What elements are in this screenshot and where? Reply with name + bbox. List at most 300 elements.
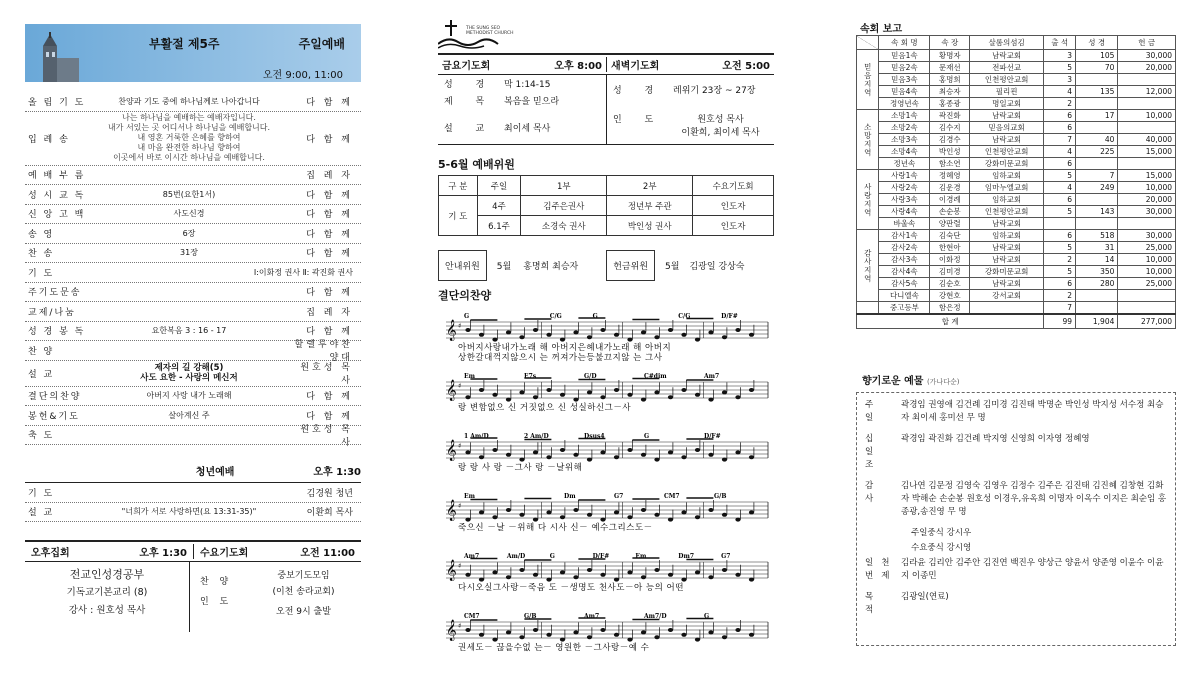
lyrics-line: 상한갈대꺽지않으시 는 꺼져가는등불끄지않 는 그사 xyxy=(458,353,663,363)
report-cell: 강현호 xyxy=(930,290,970,302)
afternoon-line: 기독교기본교리 (8) xyxy=(66,587,148,598)
sunday-service: 주일예배 xyxy=(298,37,345,51)
report-cell: 믿음3속 xyxy=(879,74,930,86)
youth-header xyxy=(25,463,361,478)
report-cell: 황명자 xyxy=(930,50,970,62)
order-row xyxy=(25,205,361,225)
report-column xyxy=(856,0,1176,681)
report-head-corner xyxy=(857,36,879,50)
chord-label: CM7 xyxy=(464,613,480,620)
report-cell: 바울속 xyxy=(879,218,930,230)
offering-category: 목 적 xyxy=(865,592,882,615)
order-content: 요한복음 3 : 16 - 17 xyxy=(151,326,227,336)
dawn-lead-label: 인 도 xyxy=(613,115,664,125)
offering-row xyxy=(861,399,1171,425)
sheet-music xyxy=(438,300,774,660)
note-head xyxy=(627,393,632,397)
order-content: 31장 xyxy=(180,248,198,258)
note-head xyxy=(722,513,727,517)
note-head xyxy=(465,450,470,454)
offering-list xyxy=(856,392,1176,646)
offering-names: 곽경임 권영애 김건례 김미경 김진태 박명순 박인성 박지성 서수정 최승자 최이세 홍미선 무 명 xyxy=(901,400,1164,423)
report-cell: 40 xyxy=(1076,134,1118,146)
report-cell: 15,000 xyxy=(1118,170,1176,182)
report-cell: 17 xyxy=(1076,110,1118,122)
order-label: 봉헌&기도 xyxy=(28,411,80,422)
note-head xyxy=(708,630,713,634)
note-head xyxy=(614,455,619,459)
report-cell: 강서교회 xyxy=(970,290,1044,302)
order-row xyxy=(25,361,361,387)
chord-label: D/F# xyxy=(704,433,721,440)
dawn-lead2: 이환희, 최이세 목사 xyxy=(681,128,760,138)
report-cell: 이경례 xyxy=(930,194,970,206)
order-label: 기 도 xyxy=(28,268,55,279)
offering-category: 일천번제 xyxy=(865,558,898,581)
order-label: 결단의찬양 xyxy=(28,392,82,403)
committee-head: 구 분 xyxy=(439,176,478,196)
note-head xyxy=(722,390,727,394)
report-cell: 임하교회 xyxy=(970,170,1044,182)
dawn-title: 새벽기도회 xyxy=(611,61,660,72)
report-cell: 감사3속 xyxy=(879,254,930,266)
committee-cell: 6.1주 xyxy=(477,216,521,236)
order-label: 신 앙 고 백 xyxy=(28,210,86,221)
afternoon-details xyxy=(25,562,189,632)
note-head xyxy=(506,453,511,457)
report-cell: 105 xyxy=(1076,50,1118,62)
order-leader: 다 함 께 xyxy=(306,134,353,145)
note-head xyxy=(573,575,578,579)
note-head xyxy=(600,518,605,522)
youth-order xyxy=(25,482,361,522)
note-head xyxy=(560,338,565,342)
order-content xyxy=(87,113,291,163)
order-row xyxy=(25,263,361,283)
order-label: 입 례 송 xyxy=(28,134,70,145)
report-cell: 강화미문교회 xyxy=(970,158,1044,170)
dawn-scripture: 레위기 23장 ~ 27장 xyxy=(673,86,756,96)
note-head xyxy=(587,568,592,572)
report-head: 속 장 xyxy=(930,36,970,50)
report-cell: 곽진화 xyxy=(930,110,970,122)
afternoon-time: 오후 1:30 xyxy=(139,548,187,559)
note-head xyxy=(533,573,538,577)
report-cell: 4 xyxy=(1044,146,1076,158)
wed-time: 오전 11:00 xyxy=(300,548,355,559)
note-head xyxy=(654,458,659,462)
order-leader: 원호성 목사 xyxy=(300,363,353,386)
treble-clef: 𝄞 xyxy=(446,560,457,581)
report-cell: 5 xyxy=(1044,206,1076,218)
report-cell: 30,000 xyxy=(1118,230,1176,242)
report-cell: 중고등부 xyxy=(879,302,930,315)
afternoon-wed-body xyxy=(25,562,361,632)
treble-clef: 𝄞 xyxy=(446,620,457,641)
offering-names: 김광일(연료) xyxy=(901,592,949,602)
order-label: 찬 양 xyxy=(28,346,55,357)
chord-label: C#dim xyxy=(644,373,667,380)
note-head xyxy=(573,398,578,402)
note-head xyxy=(600,328,605,332)
afternoon-line: 전교인성경공부 xyxy=(69,568,145,581)
wed-praise2: (이천 송라교회) xyxy=(272,587,335,597)
committee-head: 2부 xyxy=(607,176,693,196)
note-head xyxy=(533,628,538,632)
note-head xyxy=(560,448,565,452)
prayer-meetings xyxy=(438,53,774,145)
report-cell: 남락교회 xyxy=(970,218,1044,230)
note-head xyxy=(668,628,673,632)
report-cell xyxy=(1076,290,1118,302)
note-head xyxy=(587,390,592,394)
report-cell xyxy=(1076,194,1118,206)
report-cell: 25,000 xyxy=(1118,278,1176,290)
treble-clef: 𝄞 xyxy=(446,320,457,341)
report-cell: 손순봉 xyxy=(930,206,970,218)
chord-label: CM7 xyxy=(664,493,680,500)
report-cell: 임하교회 xyxy=(970,194,1044,206)
offering-category: 십 일 조 xyxy=(865,434,882,470)
report-cell: 30,000 xyxy=(1118,50,1176,62)
order-content: 아버지 사랑 내가 노래해 xyxy=(146,391,232,401)
note-head xyxy=(560,570,565,574)
wed-lead: 오전 9시 출발 xyxy=(276,607,331,617)
dawn-lead1: 원호성 목사 xyxy=(697,115,744,125)
order-label: 설 교 xyxy=(28,369,55,380)
note-head xyxy=(492,393,497,397)
lyrics-line: 랑 랑 사 랑 －그사 랑 －날위해 xyxy=(458,463,583,473)
report-cell xyxy=(1118,98,1176,110)
order-label: 성 경 봉 독 xyxy=(28,327,86,338)
note-head xyxy=(681,510,686,514)
chord-label: G/D xyxy=(584,373,597,380)
chord-label: G7 xyxy=(721,553,731,560)
report-cell: 믿음의교회 xyxy=(970,122,1044,134)
youth-time: 오후 1:30 xyxy=(313,467,361,478)
offering-row xyxy=(861,527,1171,540)
report-total-bible: 1,904 xyxy=(1076,314,1118,328)
note-head xyxy=(708,453,713,457)
note-head xyxy=(465,573,470,577)
note-head xyxy=(735,573,740,577)
report-cell: 함은정 xyxy=(930,302,970,315)
song-title: 결단의찬양 xyxy=(438,289,492,302)
note-head xyxy=(627,570,632,574)
order-leader: 할렐루야찬양대 xyxy=(294,340,353,364)
offering-names: 김광일 강상숙 xyxy=(689,261,745,272)
note-head xyxy=(573,630,578,634)
report-cell: 박인성 xyxy=(930,146,970,158)
report-cell xyxy=(1076,98,1118,110)
offering-names: 김라윤 김리안 김주안 김진연 백진우 양상근 양윤서 양준영 이윤수 이윤지 이종민 xyxy=(901,558,1164,581)
order-row xyxy=(25,302,361,322)
report-cell xyxy=(1118,74,1176,86)
note-head xyxy=(492,570,497,574)
order-row xyxy=(25,387,361,407)
order-leader: 다 함 께 xyxy=(306,229,353,240)
order-label: 송 영 xyxy=(28,229,55,240)
friday-sermon: 최이세 목사 xyxy=(504,124,551,134)
note-head xyxy=(681,578,686,582)
report-cell: 31 xyxy=(1076,242,1118,254)
note-head xyxy=(614,333,619,337)
offering-row xyxy=(861,480,1171,519)
report-cell xyxy=(1118,302,1176,315)
report-cell: 인천평안교회 xyxy=(970,146,1044,158)
friday-scripture-label: 성 경 xyxy=(444,80,495,90)
note-head xyxy=(654,513,659,517)
note-head xyxy=(641,575,646,579)
note-head xyxy=(479,333,484,337)
order-row xyxy=(25,244,361,264)
note-head xyxy=(735,518,740,522)
committee-category: 기 도 xyxy=(439,196,478,236)
chord-label: Dm xyxy=(564,493,576,500)
note-head xyxy=(627,448,632,452)
report-cell: 믿음1속 xyxy=(879,50,930,62)
wed-details xyxy=(189,562,361,632)
note-head xyxy=(735,628,740,632)
friday-time: 오후 8:00 xyxy=(554,61,602,72)
report-cell: 5 xyxy=(1044,62,1076,74)
treble-clef: 𝄞 xyxy=(446,500,457,521)
report-head: 출 석 xyxy=(1044,36,1076,50)
report-cell: 5 xyxy=(1044,170,1076,182)
usher-label: 안내위원 xyxy=(438,250,487,281)
report-region: 소망지역 xyxy=(857,110,879,170)
wed-lead-label: 인 도 xyxy=(200,597,233,607)
order-leader: 다 함 께 xyxy=(306,392,353,403)
report-cell xyxy=(1118,158,1176,170)
note-head xyxy=(641,630,646,634)
chord-label: Em xyxy=(635,553,647,560)
report-cell: 남락교회 xyxy=(970,50,1044,62)
youth-row xyxy=(25,503,361,523)
note-head xyxy=(519,568,524,572)
note-head xyxy=(506,398,511,402)
order-content: 85번(요한1서) xyxy=(162,189,216,199)
report-region: 믿음지역 xyxy=(857,50,879,110)
offering-row xyxy=(861,557,1171,583)
youth-content: "너희가 서로 사랑하면(요 13:31-35)" xyxy=(121,507,257,517)
order-leader: Ⅰ:이화정 권사 Ⅱ: 곽진화 권사 xyxy=(253,267,353,277)
committee-title: 5-6월 예배위원 xyxy=(438,158,515,171)
report-total-att: 99 xyxy=(1044,314,1076,328)
lyrics-line: 랑 변함없으 신 거짓없으 신 성실하신그－사 xyxy=(458,403,632,413)
church-building-icon xyxy=(33,32,81,82)
report-cell: 소망4속 xyxy=(879,146,930,158)
note-head xyxy=(600,628,605,632)
note-head xyxy=(546,633,551,637)
note-head xyxy=(465,518,470,522)
report-cell: 김경수 xyxy=(930,134,970,146)
sharp-sign: ♯ xyxy=(458,382,462,390)
report-cell: 6 xyxy=(1044,230,1076,242)
note-head xyxy=(654,335,659,339)
report-cell xyxy=(970,302,1044,315)
order-content-line: 이곳에서 바로 이시간 하나님을 예배합니다. xyxy=(113,153,265,162)
sharp-sign: ♯ xyxy=(458,442,462,450)
note-head xyxy=(627,338,632,342)
offering-category xyxy=(861,542,901,555)
report-cell xyxy=(1076,302,1118,315)
report-region: 사랑지역 xyxy=(857,170,879,230)
note-head xyxy=(533,450,538,454)
report-cell: 518 xyxy=(1076,230,1118,242)
note-head xyxy=(668,328,673,332)
report-cell: 정영년속 xyxy=(879,98,930,110)
order-label: 교제/나눔 xyxy=(28,307,76,318)
report-cell: 소망2속 xyxy=(879,122,930,134)
note-head xyxy=(735,395,740,399)
note-head xyxy=(479,388,484,392)
report-cell: 5 xyxy=(1044,242,1076,254)
usher-row xyxy=(438,250,744,280)
wed-praise-label: 찬 양 xyxy=(200,577,233,587)
order-content-line: 사도 요한 - 사랑의 메신저 xyxy=(140,373,238,383)
report-cell: 최승자 xyxy=(930,86,970,98)
committee-head: 주일 xyxy=(477,176,521,196)
note-head xyxy=(749,455,754,459)
report-cell: 문재선 xyxy=(930,62,970,74)
note-head xyxy=(587,458,592,462)
report-cell: 감사4속 xyxy=(879,266,930,278)
offering-row xyxy=(861,433,1171,472)
offering-names: 김나연 김문정 김영숙 김영우 김정수 김주은 김진태 김진혜 김창현 김화자 박해순 손순봉 원호성 이경우,유옥희 이명자 이옥수 이지은 최순임 홍종광,송진영 무 명 xyxy=(901,481,1167,517)
wed-title: 수요기도회 xyxy=(200,548,249,559)
chord-label: G xyxy=(644,433,650,440)
report-cell: 명일교회 xyxy=(970,98,1044,110)
note-head xyxy=(722,335,727,339)
offering-category xyxy=(861,527,901,540)
note-head xyxy=(533,518,538,522)
committee-cell: 4주 xyxy=(477,196,521,216)
chord-label: E7s xyxy=(524,373,537,380)
youth-row xyxy=(25,483,361,503)
offering-subtitle: (가나다순) xyxy=(926,378,960,386)
chord-label: G7 xyxy=(614,493,624,500)
order-row xyxy=(25,224,361,244)
chord-label: G/B xyxy=(524,613,537,620)
order-row xyxy=(25,166,361,186)
report-cell: 믿음2속 xyxy=(879,62,930,74)
chord-label: 1 Am/D xyxy=(464,433,489,440)
note-head xyxy=(614,633,619,637)
report-cell: 강화미문교회 xyxy=(970,266,1044,278)
report-head: 헌 금 xyxy=(1118,36,1176,50)
note-head xyxy=(722,568,727,572)
note-head xyxy=(641,330,646,334)
note-head xyxy=(479,455,484,459)
weekday-column xyxy=(438,0,774,681)
note-head xyxy=(600,450,605,454)
report-cell: 7 xyxy=(1044,134,1076,146)
order-leader: 다 함 께 xyxy=(306,249,353,260)
sunday-title: 부활절 제5주 xyxy=(149,37,220,51)
note-head xyxy=(695,570,700,574)
note-head xyxy=(519,458,524,462)
report-cell: 남락교회 xyxy=(970,242,1044,254)
report-cell: 사랑4속 xyxy=(879,206,930,218)
order-label: 성 시 교 독 xyxy=(28,190,86,201)
note-head xyxy=(600,573,605,577)
report-cell: 인천평안교회 xyxy=(970,206,1044,218)
chord-label: 2 Am/D xyxy=(524,433,549,440)
note-head xyxy=(695,638,700,642)
note-head xyxy=(519,390,524,394)
report-cell: 2 xyxy=(1044,254,1076,266)
note-head xyxy=(668,450,673,454)
report-cell xyxy=(1076,74,1118,86)
note-head xyxy=(681,633,686,637)
note-head xyxy=(506,508,511,512)
note-head xyxy=(533,328,538,332)
note-head xyxy=(681,388,686,392)
usher-month: 5월 xyxy=(496,261,512,272)
note-head xyxy=(681,455,686,459)
chord-label: C/G xyxy=(678,313,691,320)
note-head xyxy=(465,628,470,632)
note-head xyxy=(749,333,754,337)
note-head xyxy=(654,568,659,572)
order-content xyxy=(87,363,291,383)
note-head xyxy=(641,398,646,402)
report-cell xyxy=(1076,218,1118,230)
report-cell: 225 xyxy=(1076,146,1118,158)
report-cell: 홍종광 xyxy=(930,98,970,110)
note-head xyxy=(587,513,592,517)
note-head xyxy=(546,510,551,514)
note-head xyxy=(627,515,632,519)
report-cell: 4 xyxy=(1044,86,1076,98)
chord-label: Am7 xyxy=(584,613,600,620)
report-cell: 6 xyxy=(1044,194,1076,206)
report-cell: 350 xyxy=(1076,266,1118,278)
worship-order xyxy=(25,92,361,448)
note-head xyxy=(492,448,497,452)
chord-label: D/F# xyxy=(721,313,738,320)
chord-label: C/G xyxy=(549,313,562,320)
committee-cell: 인도자 xyxy=(693,216,774,236)
note-head xyxy=(695,515,700,519)
note-head xyxy=(614,388,619,392)
order-content: 살아계신 주 xyxy=(168,410,210,420)
report-cell: 이화정 xyxy=(930,254,970,266)
chord-label: G xyxy=(704,613,710,620)
afternoon-line: 강사 : 원호성 목사 xyxy=(68,605,146,616)
report-cell: 정년속 xyxy=(879,158,930,170)
friday-title: 금요기도회 xyxy=(442,61,491,72)
order-row xyxy=(25,185,361,205)
note-head xyxy=(695,338,700,342)
offering-category: 감 사 xyxy=(865,481,882,504)
report-cell: 김순호 xyxy=(930,278,970,290)
report-cell: 7 xyxy=(1044,302,1076,315)
offering-category: 주 일 xyxy=(865,400,882,423)
report-cell: 10,000 xyxy=(1118,254,1176,266)
report-cell: 소망1속 xyxy=(879,110,930,122)
report-cell: 2 xyxy=(1044,98,1076,110)
report-cell: 인천평안교회 xyxy=(970,74,1044,86)
report-cell: 사랑1속 xyxy=(879,170,930,182)
report-cell: 소망3속 xyxy=(879,134,930,146)
note-head xyxy=(546,388,551,392)
report-title: 속회 보고 xyxy=(860,24,903,35)
note-head xyxy=(654,635,659,639)
sunday-column xyxy=(25,0,361,632)
order-content-line: 제자의 길 강해(5) xyxy=(154,363,224,373)
